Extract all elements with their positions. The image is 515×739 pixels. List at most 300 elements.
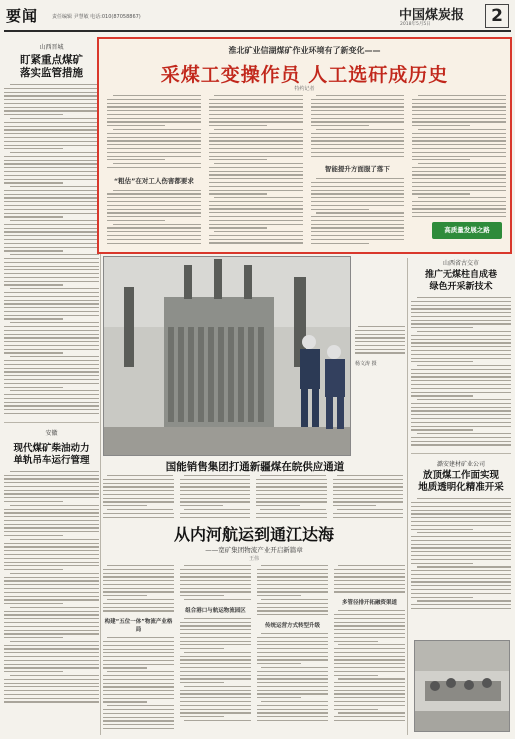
text-line <box>4 262 99 263</box>
text-line <box>4 341 99 342</box>
text-line <box>4 228 99 229</box>
text-line <box>257 705 328 706</box>
text-line <box>4 383 99 384</box>
text-line <box>103 664 174 665</box>
text-line <box>411 525 511 526</box>
text-line <box>411 380 511 381</box>
text-line <box>4 486 99 487</box>
text-line <box>417 433 511 434</box>
text-line <box>103 576 174 577</box>
text-line <box>184 652 251 653</box>
text-line <box>4 543 99 544</box>
text-line <box>180 569 251 570</box>
text-line <box>103 501 174 502</box>
text-line <box>412 125 470 126</box>
text-line <box>4 190 99 191</box>
text-line <box>4 337 99 338</box>
text-line <box>4 603 63 604</box>
text-line <box>334 697 405 698</box>
text-line <box>4 645 99 646</box>
text-line <box>107 705 174 706</box>
text-line <box>103 701 147 702</box>
text-line <box>4 175 99 176</box>
text-line <box>4 565 99 566</box>
text-line <box>311 197 405 198</box>
text-line <box>4 478 99 479</box>
text-line <box>418 129 506 130</box>
text-line <box>257 686 328 687</box>
text-line <box>103 588 174 589</box>
text-line <box>4 114 63 115</box>
text-line <box>4 554 99 555</box>
feature-col1-text-a <box>107 95 201 171</box>
text-line <box>184 509 250 510</box>
text-line <box>209 99 303 100</box>
text-line <box>334 591 405 592</box>
text-line <box>411 339 511 340</box>
text-line <box>4 405 99 406</box>
text-line <box>180 483 251 484</box>
text-line <box>180 490 251 491</box>
text-line <box>4 394 99 395</box>
text-line <box>411 589 511 590</box>
text-line <box>180 697 251 698</box>
text-line <box>261 667 328 668</box>
text-line <box>4 493 99 494</box>
text-line <box>311 148 405 149</box>
text-line <box>334 641 378 642</box>
text-line <box>4 349 99 350</box>
text-line <box>256 490 327 491</box>
text-line <box>103 728 174 729</box>
text-line <box>209 227 267 228</box>
text-line <box>256 505 300 506</box>
text-line <box>4 163 99 164</box>
text-line <box>4 694 99 695</box>
text-line <box>411 521 511 522</box>
text-line <box>4 235 99 236</box>
text-line <box>4 273 99 274</box>
text-line <box>180 595 224 596</box>
text-line <box>334 573 405 574</box>
text-line <box>257 641 328 642</box>
text-line <box>180 716 224 717</box>
text-line <box>180 486 251 487</box>
text-line <box>4 266 99 267</box>
text-line <box>4 194 99 195</box>
text-line <box>311 201 405 202</box>
text-line <box>311 137 405 138</box>
right-title-2-line1: 放顶煤工作面实现 <box>422 470 499 482</box>
text-line <box>4 334 99 335</box>
right-title-1-line1: 推广无煤柱自成巷 <box>424 270 497 280</box>
text-line <box>412 208 506 209</box>
text-line <box>355 341 405 342</box>
text-line <box>311 144 405 145</box>
text-line <box>256 517 327 518</box>
text-line <box>107 140 201 141</box>
text-line <box>209 144 303 145</box>
text-line <box>4 197 99 198</box>
text-line <box>10 505 99 506</box>
text-line <box>355 345 405 346</box>
text-line <box>257 584 328 585</box>
text-line <box>412 137 506 138</box>
text-line <box>333 490 404 491</box>
text-line <box>209 106 303 107</box>
text-line <box>412 156 506 157</box>
text-line <box>411 544 511 545</box>
text-line <box>334 569 405 570</box>
text-line <box>4 209 99 210</box>
photo-credit: 杨文涛 摄 <box>355 361 377 368</box>
text-line <box>103 667 147 668</box>
text-line <box>107 99 201 100</box>
text-line <box>257 610 328 611</box>
text-line <box>4 679 99 680</box>
text-line <box>411 327 473 328</box>
text-line <box>412 182 506 183</box>
text-line <box>334 614 405 615</box>
text-line <box>4 129 99 130</box>
text-line <box>411 414 511 415</box>
text-line <box>103 652 174 653</box>
text-line <box>4 562 99 563</box>
text-line <box>107 167 201 168</box>
bottom-col4-text-b <box>334 610 405 723</box>
text-line <box>4 179 99 180</box>
text-line <box>107 235 201 236</box>
text-line <box>103 486 174 487</box>
text-line <box>4 326 99 327</box>
text-line <box>180 625 251 626</box>
text-line <box>180 505 224 506</box>
text-line <box>411 342 511 343</box>
text-line <box>4 535 63 536</box>
text-line <box>311 99 405 100</box>
text-line <box>338 678 405 679</box>
text-line <box>4 318 63 319</box>
text-line <box>4 133 99 134</box>
text-line <box>10 254 99 255</box>
right-title-2 <box>411 470 511 494</box>
text-line <box>103 698 174 699</box>
left-separator <box>4 422 99 423</box>
text-line <box>209 133 303 134</box>
text-line <box>4 281 99 282</box>
text-line <box>4 330 99 331</box>
text-line <box>411 437 511 438</box>
text-line <box>411 395 473 396</box>
text-line <box>4 137 99 138</box>
text-line <box>337 475 403 476</box>
right-column <box>411 258 511 612</box>
text-line <box>311 140 405 141</box>
text-line <box>337 509 403 510</box>
masthead <box>4 2 511 32</box>
right-article-1-text <box>411 297 511 448</box>
middle-text-col-3 <box>256 475 327 520</box>
text-line <box>209 193 267 194</box>
text-line <box>411 323 511 324</box>
text-line <box>4 284 63 285</box>
text-line <box>334 576 405 577</box>
text-line <box>184 599 251 600</box>
text-line <box>4 243 99 244</box>
text-line <box>4 95 99 96</box>
text-line <box>411 335 511 336</box>
text-line <box>209 118 303 119</box>
text-line <box>4 387 63 388</box>
text-line <box>311 133 405 134</box>
text-line <box>103 595 147 596</box>
text-line <box>107 227 201 228</box>
text-line <box>107 156 201 157</box>
text-line <box>355 334 405 335</box>
text-line <box>411 570 511 571</box>
text-line <box>4 107 99 108</box>
left-mid-article-text <box>4 471 99 705</box>
text-line <box>355 349 405 350</box>
text-line <box>209 167 303 168</box>
text-line <box>107 212 201 213</box>
text-line <box>412 167 506 168</box>
text-line <box>103 607 174 608</box>
text-line <box>4 167 99 168</box>
text-line <box>4 588 99 589</box>
text-line <box>180 494 251 495</box>
transformer-illustration <box>104 257 351 456</box>
text-line <box>311 227 405 228</box>
text-line <box>107 144 201 145</box>
text-line <box>180 705 251 706</box>
text-line <box>4 686 99 687</box>
text-line <box>411 555 511 556</box>
text-line <box>103 645 174 646</box>
text-line <box>209 242 303 243</box>
text-line <box>103 686 174 687</box>
text-line <box>103 690 174 691</box>
text-line <box>4 512 99 513</box>
text-line <box>257 678 328 679</box>
text-line <box>257 712 328 713</box>
text-line <box>411 358 511 359</box>
text-line <box>4 690 99 691</box>
text-line <box>334 659 405 660</box>
text-line <box>113 163 201 164</box>
text-line <box>316 212 404 213</box>
text-line <box>4 375 99 376</box>
text-line <box>334 716 405 717</box>
text-line <box>209 220 303 221</box>
text-line <box>257 682 328 683</box>
right-column-divider <box>407 258 408 735</box>
text-line <box>417 297 511 298</box>
text-line <box>10 186 99 187</box>
text-line <box>4 160 99 161</box>
text-line <box>103 709 174 710</box>
text-line <box>358 326 405 327</box>
text-line <box>107 118 201 119</box>
text-line <box>412 193 470 194</box>
text-line <box>180 637 251 638</box>
feature-column-3 <box>311 95 405 245</box>
bottom-col3-text-b <box>257 633 328 724</box>
text-line <box>411 388 511 389</box>
text-line <box>257 614 328 615</box>
right-title-1-line2: 绿色开采新技术 <box>429 282 493 292</box>
text-line <box>10 390 99 391</box>
text-line <box>4 596 99 597</box>
text-line <box>180 517 251 518</box>
text-line <box>4 490 99 491</box>
right-dateline-1: 山西省古交市 <box>442 260 479 267</box>
text-line <box>180 588 251 589</box>
text-line <box>257 675 328 676</box>
text-line <box>411 407 511 408</box>
text-line <box>103 490 174 491</box>
left-top-dateline: 山西晋城 <box>39 44 64 51</box>
feature-column-2 <box>209 95 303 245</box>
text-line <box>412 216 506 217</box>
text-line <box>311 118 405 119</box>
feature-col3-text-a <box>311 95 405 159</box>
text-line <box>107 671 174 672</box>
text-line <box>257 656 328 657</box>
big-byline: 王伟 <box>248 556 259 562</box>
bottom-col2-text-a <box>180 565 251 603</box>
text-line <box>180 709 251 710</box>
left-mid-title <box>4 443 99 467</box>
text-line <box>4 501 63 502</box>
text-line <box>103 641 174 642</box>
text-line <box>257 690 328 691</box>
text-line <box>411 361 473 362</box>
text-line <box>411 320 511 321</box>
text-line <box>107 201 201 202</box>
text-line <box>103 513 174 514</box>
bottom-col2-text-b <box>180 618 251 724</box>
text-line <box>257 697 301 698</box>
text-line <box>4 409 99 410</box>
text-line <box>257 709 328 710</box>
text-line <box>412 205 506 206</box>
middle-article-text <box>103 475 403 521</box>
text-line <box>4 156 99 157</box>
text-line <box>103 483 174 484</box>
text-line <box>311 106 405 107</box>
text-line <box>107 243 201 244</box>
text-line <box>411 312 511 313</box>
text-line <box>334 580 405 581</box>
text-line <box>4 315 99 316</box>
photo-caption <box>355 326 405 367</box>
text-line <box>417 600 511 601</box>
text-line <box>4 307 99 308</box>
text-line <box>261 565 328 566</box>
text-line <box>311 186 405 187</box>
text-line <box>4 213 99 214</box>
text-line <box>184 720 251 721</box>
text-line <box>311 239 405 240</box>
text-line <box>412 178 506 179</box>
feature-headline: 采煤工变操作员 人工选矸成历史 <box>160 64 449 86</box>
text-line <box>257 588 328 589</box>
feature-badge: 高质量发展之路 <box>432 222 502 239</box>
text-line <box>180 656 251 657</box>
text-line <box>311 209 369 210</box>
text-line <box>257 637 328 638</box>
text-line <box>107 637 174 638</box>
text-line <box>412 201 506 202</box>
text-line <box>256 483 327 484</box>
text-line <box>107 216 201 217</box>
text-line <box>412 118 506 119</box>
bottom-col4-text-a <box>334 565 405 595</box>
text-line <box>107 565 174 566</box>
text-line <box>257 607 328 608</box>
bottom-article-columns <box>103 565 405 735</box>
text-line <box>180 479 251 480</box>
text-line <box>334 690 405 691</box>
text-line <box>180 663 251 664</box>
text-line <box>10 220 99 221</box>
text-line <box>4 524 99 525</box>
text-line <box>257 659 328 660</box>
left-column <box>4 40 99 735</box>
text-line <box>411 578 511 579</box>
text-line <box>418 163 506 164</box>
text-line <box>107 599 174 600</box>
text-line <box>107 197 201 198</box>
text-line <box>4 141 99 142</box>
text-line <box>334 648 405 649</box>
text-line <box>4 584 99 585</box>
text-line <box>209 125 267 126</box>
text-line <box>4 482 99 483</box>
text-line <box>209 114 303 115</box>
feature-kicker: 淮北矿业信湖煤矿作业环境有了新变化—— <box>228 46 381 55</box>
text-line <box>334 637 405 638</box>
paper-name: 中国煤炭报 <box>399 8 465 23</box>
middle-text-col-2 <box>180 475 251 520</box>
text-line <box>257 663 301 664</box>
text-line <box>418 197 506 198</box>
text-line <box>209 216 303 217</box>
text-line <box>180 591 251 592</box>
text-line <box>4 637 63 638</box>
text-line <box>4 413 99 414</box>
text-line <box>103 717 174 718</box>
text-line <box>180 641 251 642</box>
text-line <box>411 593 511 594</box>
text-line <box>107 137 201 138</box>
text-line <box>260 509 326 510</box>
text-line <box>4 475 99 476</box>
text-line <box>4 103 99 104</box>
text-line <box>412 140 506 141</box>
text-line <box>4 622 99 623</box>
text-line <box>333 513 404 514</box>
text-line <box>257 573 328 574</box>
big-headline: 从内河航运到通江达海 <box>173 525 334 544</box>
text-line <box>412 106 506 107</box>
text-line <box>316 178 404 179</box>
text-line <box>257 591 328 592</box>
text-line <box>180 690 251 691</box>
text-line <box>10 573 99 574</box>
text-line <box>4 145 99 146</box>
